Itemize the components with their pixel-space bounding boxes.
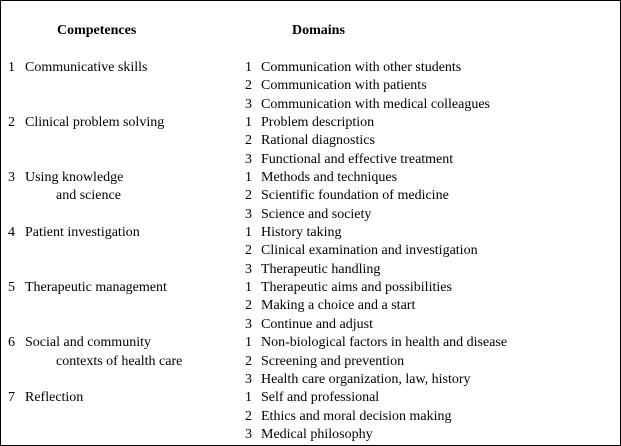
- competence-label: contexts of health care: [56, 353, 183, 369]
- domain-number: 1: [245, 170, 252, 186]
- domain-number: 1: [245, 225, 252, 241]
- domain-label: Problem description: [261, 115, 375, 131]
- domain-number: 2: [245, 408, 252, 424]
- table-row: [1, 316, 620, 334]
- competence-number: 1: [8, 60, 15, 75]
- domain-label: Therapeutic handling: [261, 261, 381, 277]
- domain-label: Clinical examination and investigation: [261, 243, 478, 259]
- table-row: [1, 426, 620, 444]
- table-row: [1, 132, 620, 150]
- table-row: [1, 169, 620, 187]
- competence-label: Social and community: [25, 335, 151, 351]
- domain-label: Self and professional: [261, 390, 380, 406]
- table-row: [1, 151, 620, 169]
- competence-label: Clinical problem solving: [25, 115, 165, 131]
- table-row: [1, 96, 620, 114]
- domain-label: Screening and prevention: [261, 353, 405, 369]
- domain-number: 1: [245, 390, 252, 406]
- domain-number: 3: [245, 371, 252, 387]
- domain-number: 1: [245, 115, 252, 131]
- table-row: [1, 187, 620, 205]
- domain-number: 1: [245, 60, 252, 75]
- table-row: [1, 59, 620, 77]
- competence-number: 5: [8, 280, 15, 296]
- domain-number: 2: [245, 353, 252, 369]
- domains-header: Domains: [292, 23, 345, 38]
- domain-number: 3: [245, 206, 252, 222]
- domain-number: 3: [245, 316, 252, 332]
- domain-label: Methods and techniques: [261, 170, 398, 186]
- table-body: [1, 59, 620, 444]
- domain-number: 2: [245, 78, 252, 94]
- domain-label: History taking: [261, 225, 342, 241]
- competence-label: Using knowledge: [25, 170, 124, 186]
- domain-label: Medical philosophy: [261, 426, 373, 442]
- domain-number: 3: [245, 261, 252, 277]
- domain-label: Communication with other students: [261, 60, 462, 75]
- domain-number: 3: [245, 151, 252, 167]
- table-row: [1, 371, 620, 389]
- competence-label: Patient investigation: [25, 225, 140, 241]
- competence-label: and science: [56, 188, 121, 204]
- table-row: [1, 279, 620, 297]
- domain-label: Science and society: [261, 206, 372, 222]
- domain-label: Non-biological factors in health and disease: [261, 335, 508, 351]
- table-row: [1, 353, 620, 371]
- domain-number: 2: [245, 133, 252, 149]
- domain-label: Therapeutic aims and possibilities: [261, 280, 452, 296]
- domain-number: 1: [245, 335, 252, 351]
- domain-label: Continue and adjust: [261, 316, 373, 332]
- domain-label: Scientific foundation of medicine: [261, 188, 449, 204]
- domain-number: 1: [245, 280, 252, 296]
- competence-number: 2: [8, 115, 15, 131]
- table-row: [1, 408, 620, 426]
- competence-label: Reflection: [25, 390, 84, 406]
- domain-label: Ethics and moral decision making: [261, 408, 452, 424]
- domain-number: 2: [245, 243, 252, 259]
- competence-number: 6: [8, 335, 15, 351]
- domain-label: Communication with patients: [261, 78, 427, 94]
- table-row: [1, 242, 620, 260]
- domain-label: Health care organization, law, history: [261, 371, 471, 387]
- table-row: [1, 261, 620, 279]
- table-row: [1, 206, 620, 224]
- competence-label: Therapeutic management: [25, 280, 167, 296]
- table-row: [1, 224, 620, 242]
- table-row: [1, 297, 620, 315]
- domain-number: 3: [245, 426, 252, 442]
- domain-label: Communication with medical colleagues: [261, 96, 490, 112]
- domain-label: Making a choice and a start: [261, 298, 416, 314]
- domain-label: Functional and effective treatment: [261, 151, 454, 167]
- domain-number: 3: [245, 96, 252, 112]
- competence-label: Communicative skills: [25, 60, 148, 75]
- table-row: [1, 114, 620, 132]
- competences-header: Competences: [57, 23, 137, 38]
- domain-number: 2: [245, 188, 252, 204]
- competence-number: 4: [8, 225, 15, 241]
- table-row: [1, 389, 620, 407]
- table-row: [1, 77, 620, 95]
- table-row: [1, 334, 620, 352]
- domain-label: Rational diagnostics: [261, 133, 375, 149]
- competence-number: 7: [8, 390, 15, 406]
- domain-number: 2: [245, 298, 252, 314]
- competence-number: 3: [8, 170, 15, 186]
